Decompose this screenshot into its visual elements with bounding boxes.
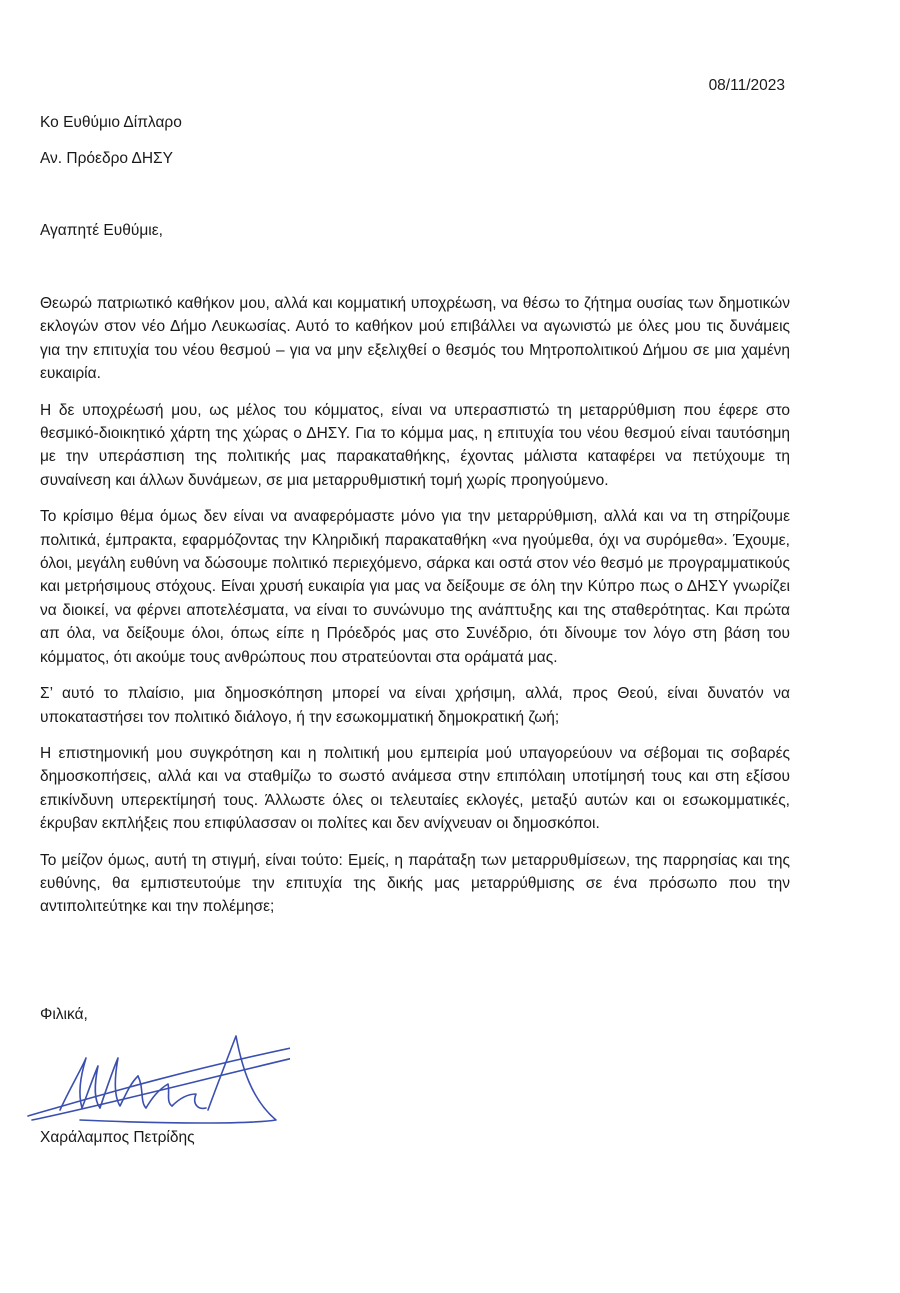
paragraph-6: Το μείζον όμως, αυτή τη στιγμή, είναι τούτο: Εμείς, η παράταξη των μεταρρυθμίσεων, της παρρησίας και της ευθύνης, θα εμπιστευτούμε την επιτυχία της δικής μας μεταρρύθμισης σε ένα πρόσωπο που την αντιπολιτεύτηκε και την πολέμησε; xyxy=(40,851,790,916)
recipient-title: Αν. Πρόεδρο ΔΗΣΥ xyxy=(40,150,173,167)
signer-name: Χαράλαμπος Πετρίδης xyxy=(40,1129,195,1146)
letter-body xyxy=(40,292,790,932)
recipient-name: Κο Ευθύμιο Δίπλαρο xyxy=(40,114,182,131)
paragraph-4: Σ’ αυτό το πλαίσιο, μια δημοσκόπηση μπορεί να είναι χρήσιμη, αλλά, προς Θεού, είναι δυνατόν να υποκαταστήσει τον πολιτικό διάλογο, ή την εσωκομματική δημοκρατική ζωή; xyxy=(40,685,790,726)
letter-date: 08/11/2023 xyxy=(708,77,785,94)
salutation: Αγαπητέ Ευθύμιε, xyxy=(40,222,163,239)
handwritten-signature xyxy=(20,1028,290,1128)
paragraph-3: Το κρίσιμο θέμα όμως δεν είναι να αναφερόμαστε μόνο για την μεταρρύθμιση, αλλά και να τη στηρίζουμε πολιτικά, έμπρακτα, εφαρμόζοντας την Κληριδική παρακαταθήκη «να ηγούμεθα, όχι να συρόμεθα». Έχουμε, όλοι, μεγάλη ευθύνη να δώσουμε πολιτικό περιεχόμενο, σάρκα και οστά στον νέο θεσμό με προγραμματικούς και μετρήσιμους στόχους. Είναι χρυσή ευκαιρία για μας να δείξουμε σε όλη την Κύπρο πως ο ΔΗΣΥ γνωρίζει να διοικεί, να φέρνει αποτελέσματα, να είναι το συνώνυμο της ανάπτυξης και της σταθερότητας. Και πρώτα απ όλα, να δείξουμε όλοι, όπως είπε η Πρόεδρός μας στο Συνέδριο, ότι δίνουμε τον λόγο στη βάση του κόμματος, ότι ακούμε τους ανθρώπους που στρατεύονται στα οράματά μας. xyxy=(40,508,790,666)
paragraph-2: Η δε υποχρέωσή μου, ως μέλος του κόμματος, είναι να υπερασπιστώ τη μεταρρύθμιση που έφερε στο θεσμικό-διοικητικό χάρτη της χώρας ο ΔΗΣΥ. Για το κόμμα μας, η επιτυχία του νέου θεσμού είναι ταυτόσημη με την υπεράσπιση της πολιτικής μας παρακαταθήκης, έχοντας μάλιστα καταφέρει να πετύχουμε τη συναίνεση και άλλων δυνάμεων, σε μια μεταρρυθμιστική τομή χωρίς προηγούμενο. xyxy=(40,401,790,489)
paragraph-1: Θεωρώ πατριωτικό καθήκον μου, αλλά και κομματική υποχρέωση, να θέσω το ζήτημα ουσίας των δημοτικών εκλογών στον νέο Δήμο Λευκωσίας. Αυτό το καθήκον μού επιβάλλει να αγωνιστώ με όλες μου τις δυνάμεις για την επιτυχία του νέου θεσμού – για να μην εξελιχθεί ο θεσμός του Μητροπολιτικού Δήμου σε μια χαμένη ευκαιρία. xyxy=(40,295,790,383)
paragraph-5: Η επιστημονική μου συγκρότηση και η πολιτική μου εμπειρία μού υπαγορεύουν να σέβομαι τις σοβαρές δημοσκοπήσεις, αλλά και να σταθμίζω το σωστό ανάμεσα στην επιπόλαιη υποτίμησή τους και στη εξίσου επικίνδυνη υπερεκτίμησή τους. Άλλωστε όλες οι τελευταίες εκλογές, μεταξύ αυτών και οι εσωκομματικές, έκρυβαν εκπλήξεις που επιφύλασσαν οι πολίτες και δεν ανίχνευαν οι δημοσκόποι. xyxy=(40,744,790,833)
closing: Φιλικά, xyxy=(40,1006,88,1023)
